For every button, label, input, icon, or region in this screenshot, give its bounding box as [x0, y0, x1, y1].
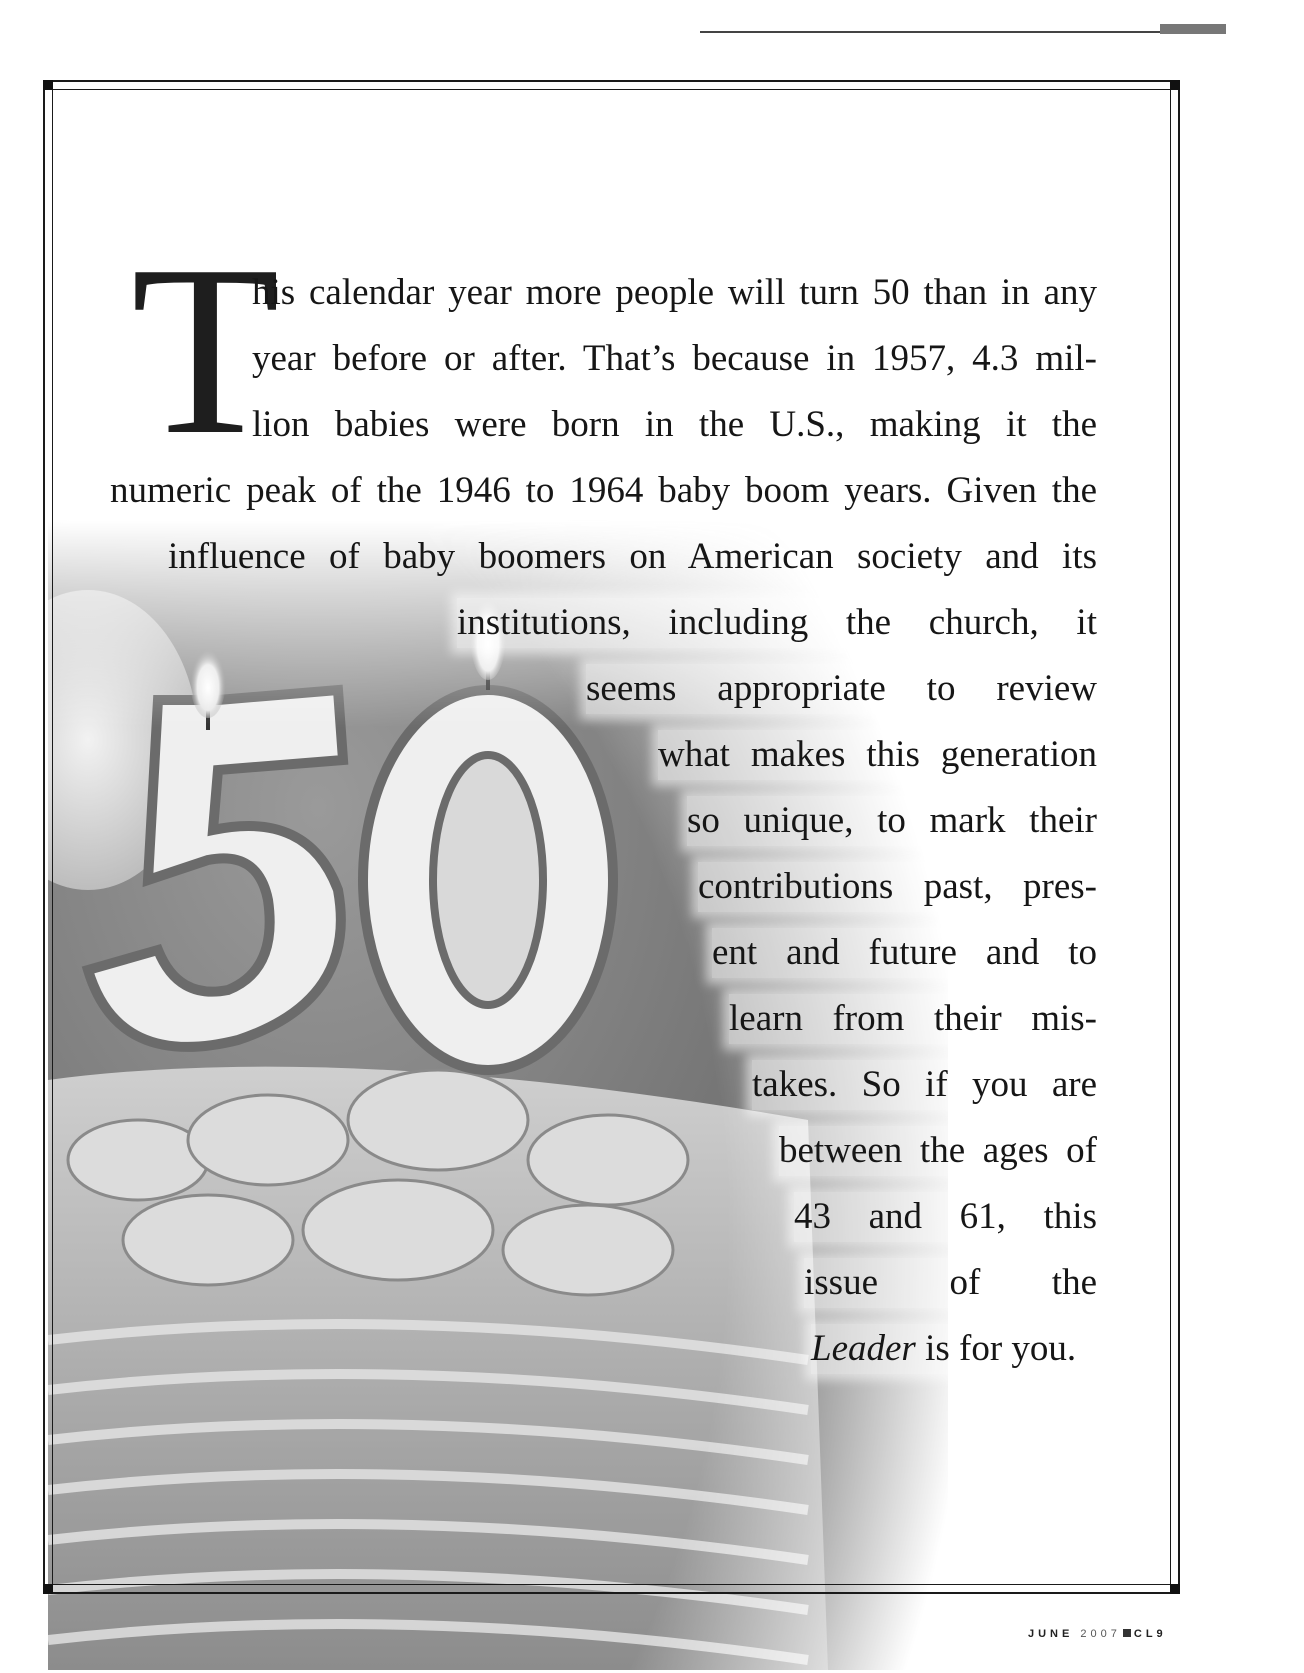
page-footer: [1028, 1628, 1167, 1640]
body-line: issue of the: [804, 1258, 1097, 1308]
body-line: his calendar year more people will turn 50 than in any: [252, 272, 1097, 313]
body-line: learn from their mis-: [729, 994, 1097, 1044]
body-line: influence of baby boomers on American society and its: [168, 536, 1097, 577]
frame-corner: [43, 1584, 53, 1594]
footer-page-number: CL9: [1133, 1628, 1167, 1640]
drop-cap: T: [131, 215, 281, 485]
top-rule-tab: [1160, 24, 1226, 34]
body-line: takes. So if you are: [752, 1060, 1097, 1110]
body-line-end: is for you.: [915, 1328, 1077, 1369]
footer-year: 2007: [1080, 1628, 1121, 1640]
body-line: numeric peak of the 1946 to 1964 baby boom years. Given the: [110, 470, 1097, 511]
footer-separator: [1123, 1629, 1131, 1637]
body-line: what makes this generation: [658, 730, 1097, 780]
frame-corner: [1170, 80, 1180, 90]
body-line: lion babies were born in the U.S., making it the: [252, 404, 1097, 445]
top-rule: [700, 31, 1225, 33]
body-line-last: [811, 1324, 1097, 1374]
body-line: contributions past, pres-: [698, 862, 1097, 912]
body-line: 43 and 61, this: [794, 1192, 1097, 1242]
body-line: seems appropriate to review: [586, 664, 1097, 714]
body-line: so unique, to mark their: [687, 796, 1097, 846]
footer-month: JUNE: [1028, 1628, 1074, 1640]
body-line: institutions, including the church, it: [457, 598, 1097, 648]
frame-corner: [43, 80, 53, 90]
body-line: year before or after. That’s because in 1957, 4.3 mil-: [252, 338, 1097, 379]
frame-corner: [1170, 1584, 1180, 1594]
body-line: between the ages of: [779, 1126, 1097, 1176]
publication-name: Leader: [811, 1328, 916, 1369]
body-line: ent and future and to: [712, 928, 1097, 978]
